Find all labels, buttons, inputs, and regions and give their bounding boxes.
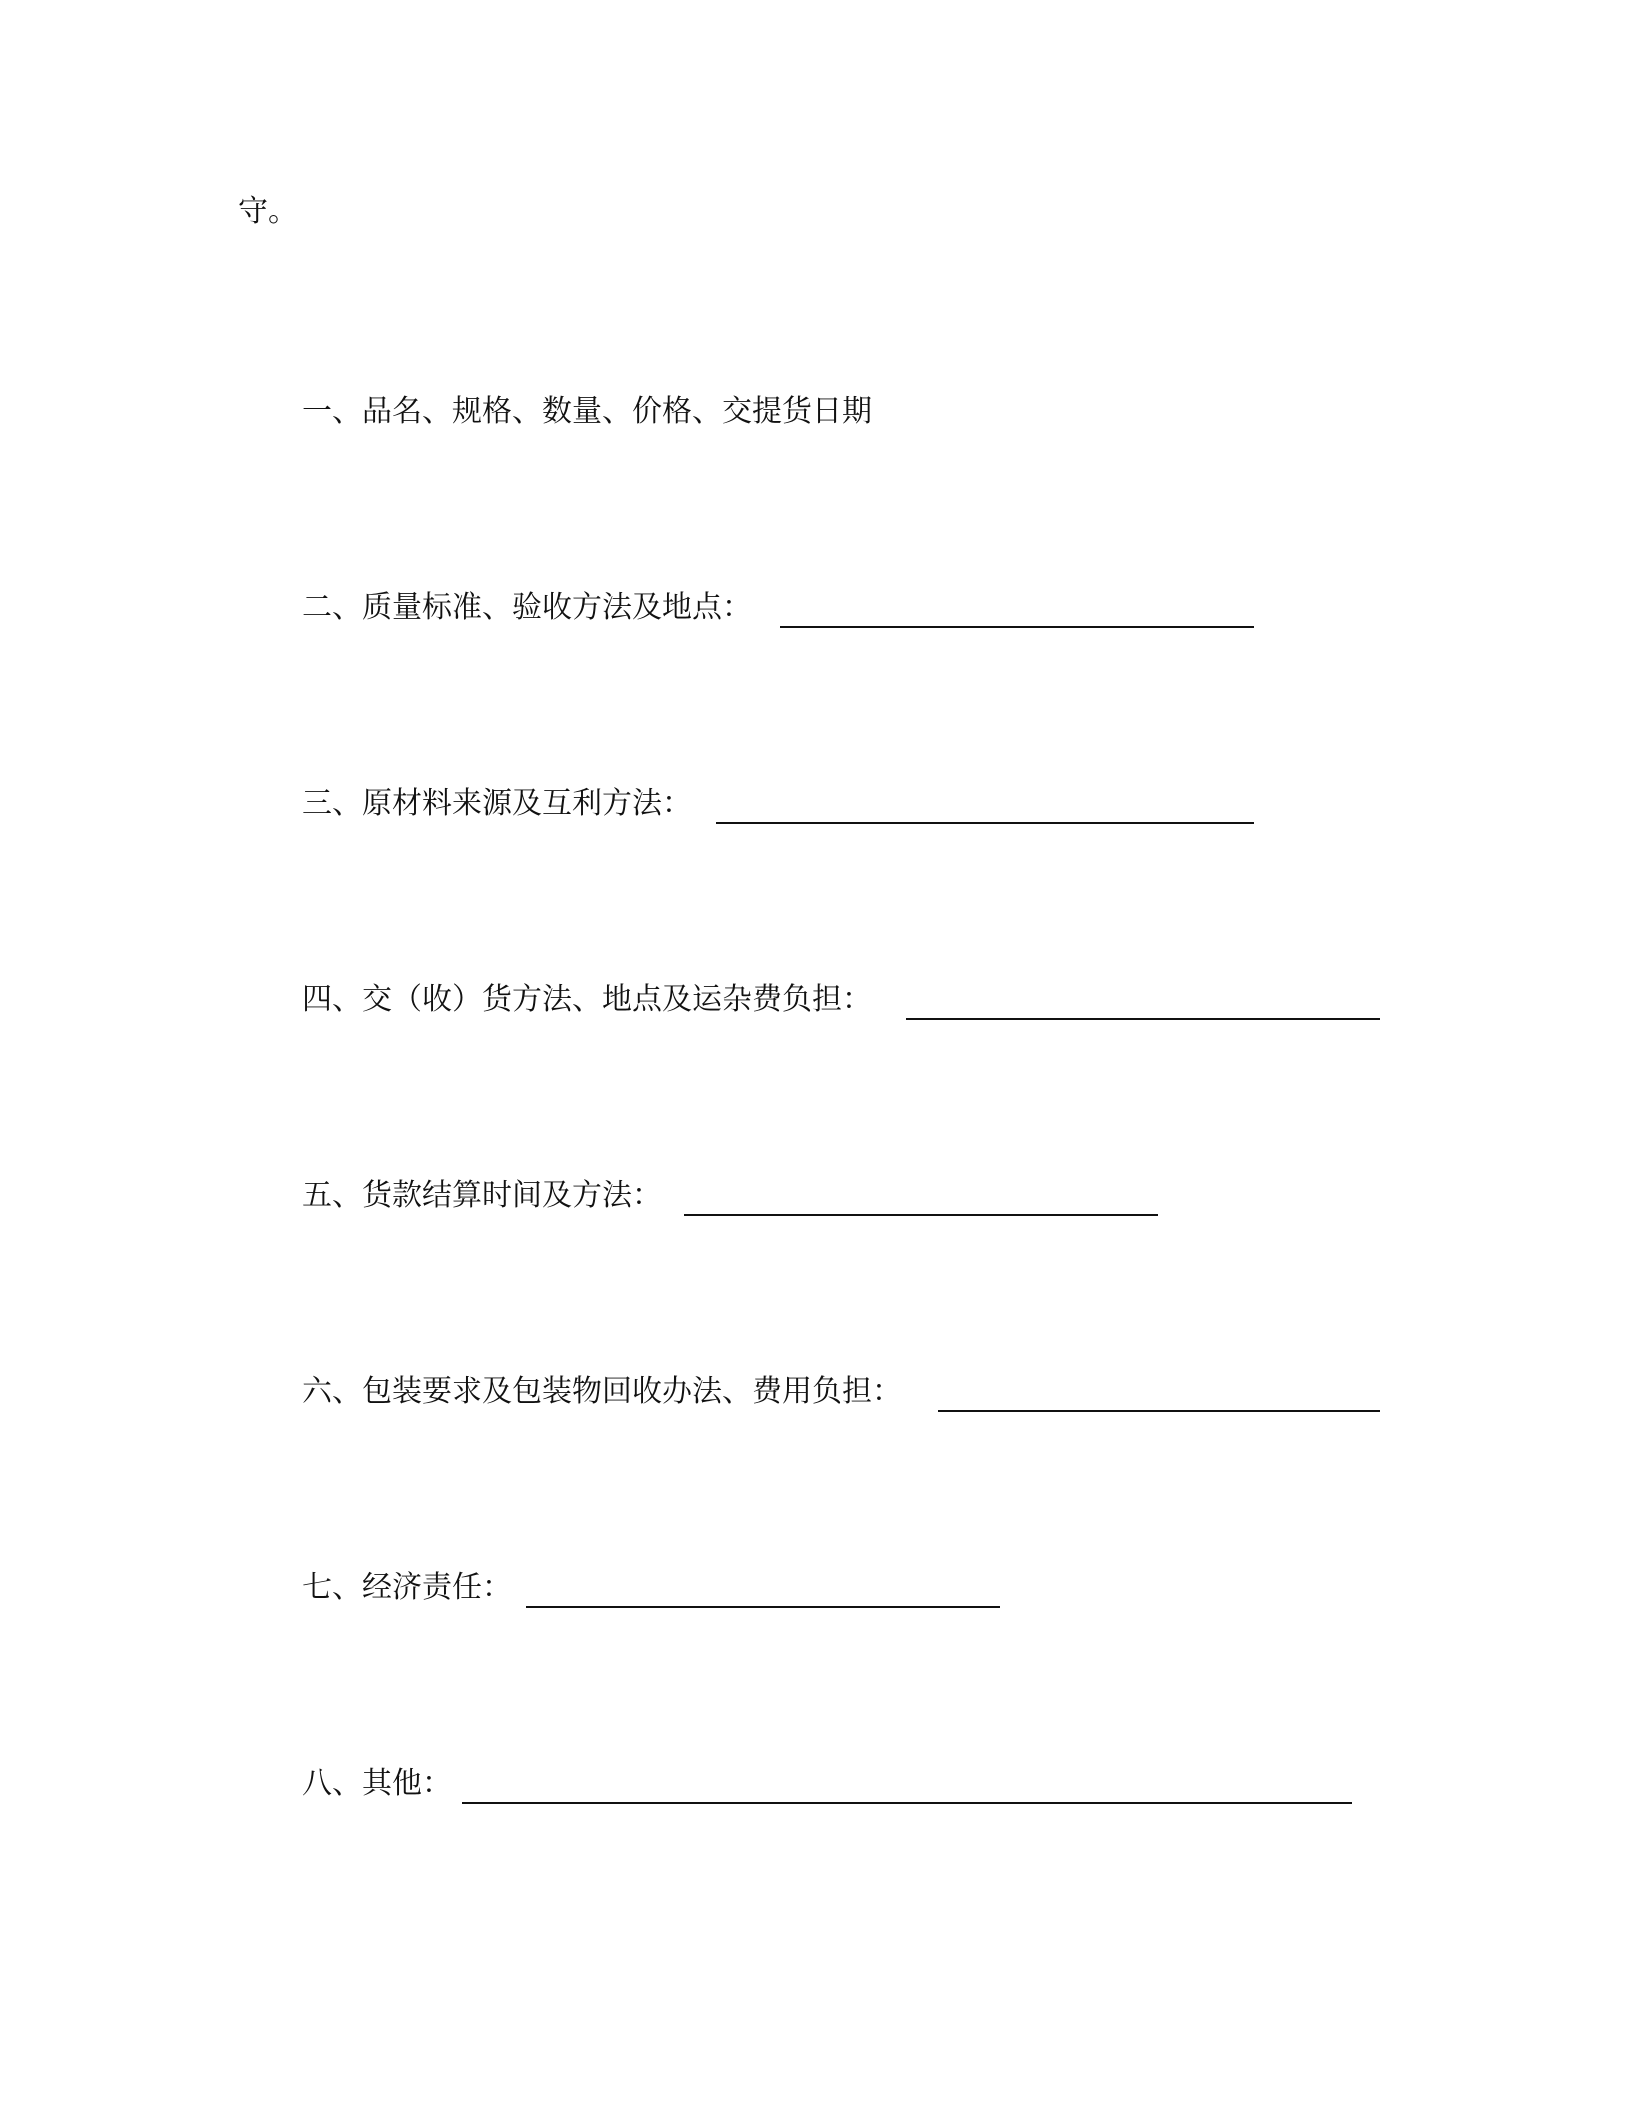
- clause-8: [302, 1762, 452, 1806]
- clause-8-fill-in-blank[interactable]: [462, 1802, 1352, 1804]
- clause-5-fill-in-blank[interactable]: [684, 1214, 1158, 1216]
- clause-5-label: 五、货款结算时间及方法：: [302, 1178, 662, 1213]
- clause-3: [302, 782, 692, 826]
- clause-6: [302, 1370, 902, 1414]
- clause-7-fill-in-blank[interactable]: [526, 1606, 1000, 1608]
- continuation-text: 守。: [238, 194, 298, 229]
- clause-2-label: 二、质量标准、验收方法及地点：: [302, 590, 752, 625]
- clause-3-label: 三、原材料来源及互利方法：: [302, 786, 692, 821]
- clause-8-label: 八、其他：: [302, 1766, 452, 1801]
- clause-6-fill-in-blank[interactable]: [938, 1410, 1380, 1412]
- clause-4-fill-in-blank[interactable]: [906, 1018, 1380, 1020]
- clause-1-label: 一、品名、规格、数量、价格、交提货日期: [302, 394, 872, 429]
- clause-4: [302, 978, 872, 1022]
- clause-4-label: 四、交（收）货方法、地点及运杂费负担：: [302, 982, 872, 1017]
- clause-6-label: 六、包装要求及包装物回收办法、费用负担：: [302, 1374, 902, 1409]
- clause-2-fill-in-blank[interactable]: [780, 626, 1254, 628]
- clause-1: [302, 390, 872, 434]
- clause-5: [302, 1174, 662, 1218]
- clause-3-fill-in-blank[interactable]: [716, 822, 1254, 824]
- clause-7: [302, 1566, 512, 1610]
- clause-2: [302, 586, 752, 630]
- clause-7-label: 七、经济责任：: [302, 1570, 512, 1605]
